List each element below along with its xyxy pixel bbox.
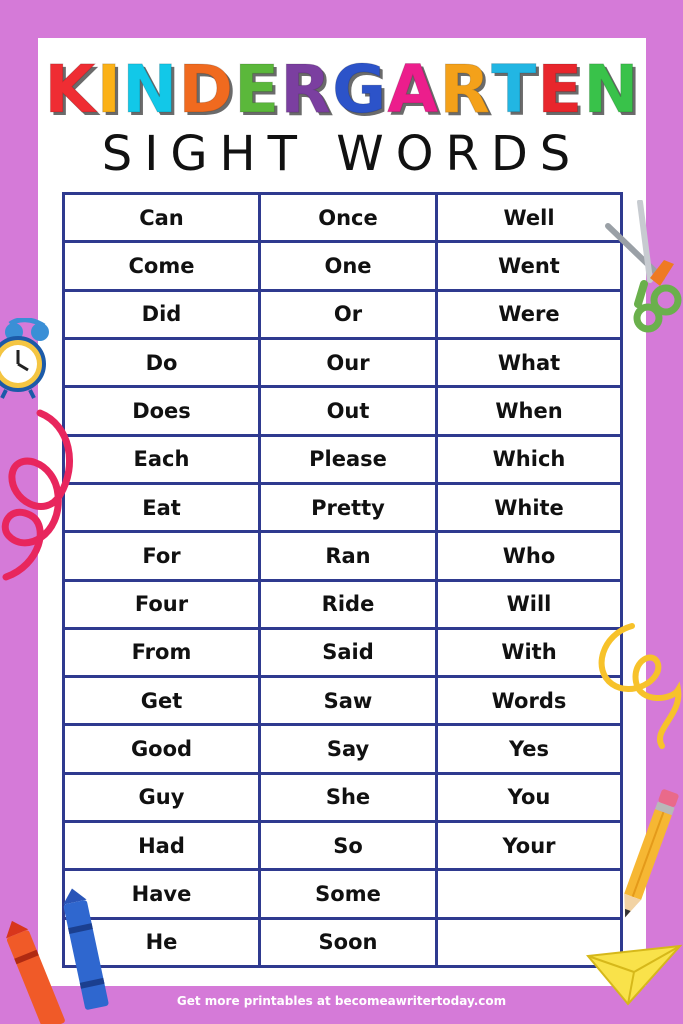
word-cell: Come [64, 242, 260, 290]
word-cell: Well [437, 194, 622, 242]
title-letter: G [332, 51, 388, 128]
table-row [64, 387, 622, 435]
word-cell: From [64, 628, 260, 676]
table-row [64, 338, 622, 386]
sight-words-table [62, 192, 623, 968]
alarm-clock-icon [0, 318, 60, 400]
title-letter: R [439, 51, 492, 128]
word-cell: For [64, 532, 260, 580]
word-cell: Were [437, 290, 622, 338]
title-letter: I [96, 51, 123, 128]
word-cell: Your [437, 822, 622, 870]
title-letter: D [178, 51, 235, 128]
table-row [64, 725, 622, 773]
word-cell: Did [64, 290, 260, 338]
title-letter: A [387, 51, 440, 128]
word-cell: One [260, 242, 437, 290]
pencil-icon [618, 780, 683, 925]
worksheet [38, 38, 646, 986]
table-row [64, 918, 622, 966]
title-letter: T [491, 51, 538, 128]
title-letter: E [537, 51, 584, 128]
table-row [64, 773, 622, 821]
word-cell [437, 870, 622, 918]
word-cell: Say [260, 725, 437, 773]
word-cell: With [437, 628, 622, 676]
word-cell: Went [437, 242, 622, 290]
word-cell: Saw [260, 677, 437, 725]
word-cell: Do [64, 338, 260, 386]
word-cell: White [437, 483, 622, 531]
word-cell: Or [260, 290, 437, 338]
table-row [64, 483, 622, 531]
word-cell: Does [64, 387, 260, 435]
table-row [64, 435, 622, 483]
word-cell: Eat [64, 483, 260, 531]
word-cell: What [437, 338, 622, 386]
title-letter: N [122, 51, 179, 128]
page-subtitle: SIGHT WORDS [101, 126, 583, 182]
table-row [64, 194, 622, 242]
table-row [64, 870, 622, 918]
word-cell: Will [437, 580, 622, 628]
word-cell: Ran [260, 532, 437, 580]
title-letter: N [583, 51, 640, 128]
word-cell: Soon [260, 918, 437, 966]
word-cell: Have [64, 870, 260, 918]
table-row [64, 822, 622, 870]
word-cell: Some [260, 870, 437, 918]
word-cell: Can [64, 194, 260, 242]
word-cell: She [260, 773, 437, 821]
word-cell: When [437, 387, 622, 435]
page-title [38, 52, 646, 128]
table-row [64, 677, 622, 725]
word-cell: Had [64, 822, 260, 870]
word-cell: Please [260, 435, 437, 483]
word-cell: Yes [437, 725, 622, 773]
word-cell: So [260, 822, 437, 870]
word-cell: Four [64, 580, 260, 628]
word-cell: Said [260, 628, 437, 676]
word-cell: Out [260, 387, 437, 435]
word-cell: Ride [260, 580, 437, 628]
word-cell: Who [437, 532, 622, 580]
title-letter: K [44, 51, 97, 128]
word-cell: You [437, 773, 622, 821]
table-row [64, 532, 622, 580]
squiggle-icon [592, 620, 683, 750]
word-cell: Which [437, 435, 622, 483]
word-cell: Pretty [260, 483, 437, 531]
word-cell: Each [64, 435, 260, 483]
table-row [64, 580, 622, 628]
table-row [64, 242, 622, 290]
word-cell: Good [64, 725, 260, 773]
title-letter: E [234, 51, 281, 128]
scissors-icon [604, 200, 683, 335]
word-cell: Get [64, 677, 260, 725]
word-cell: Guy [64, 773, 260, 821]
word-cell: Our [260, 338, 437, 386]
word-cell: He [64, 918, 260, 966]
word-cell: Once [260, 194, 437, 242]
scribble-icon [0, 405, 80, 585]
title-letter: R [280, 51, 333, 128]
table-row [64, 628, 622, 676]
footer-note: Get more printables at becomeawritertoday.com [176, 994, 507, 1008]
word-cell: Words [437, 677, 622, 725]
table-row [64, 290, 622, 338]
